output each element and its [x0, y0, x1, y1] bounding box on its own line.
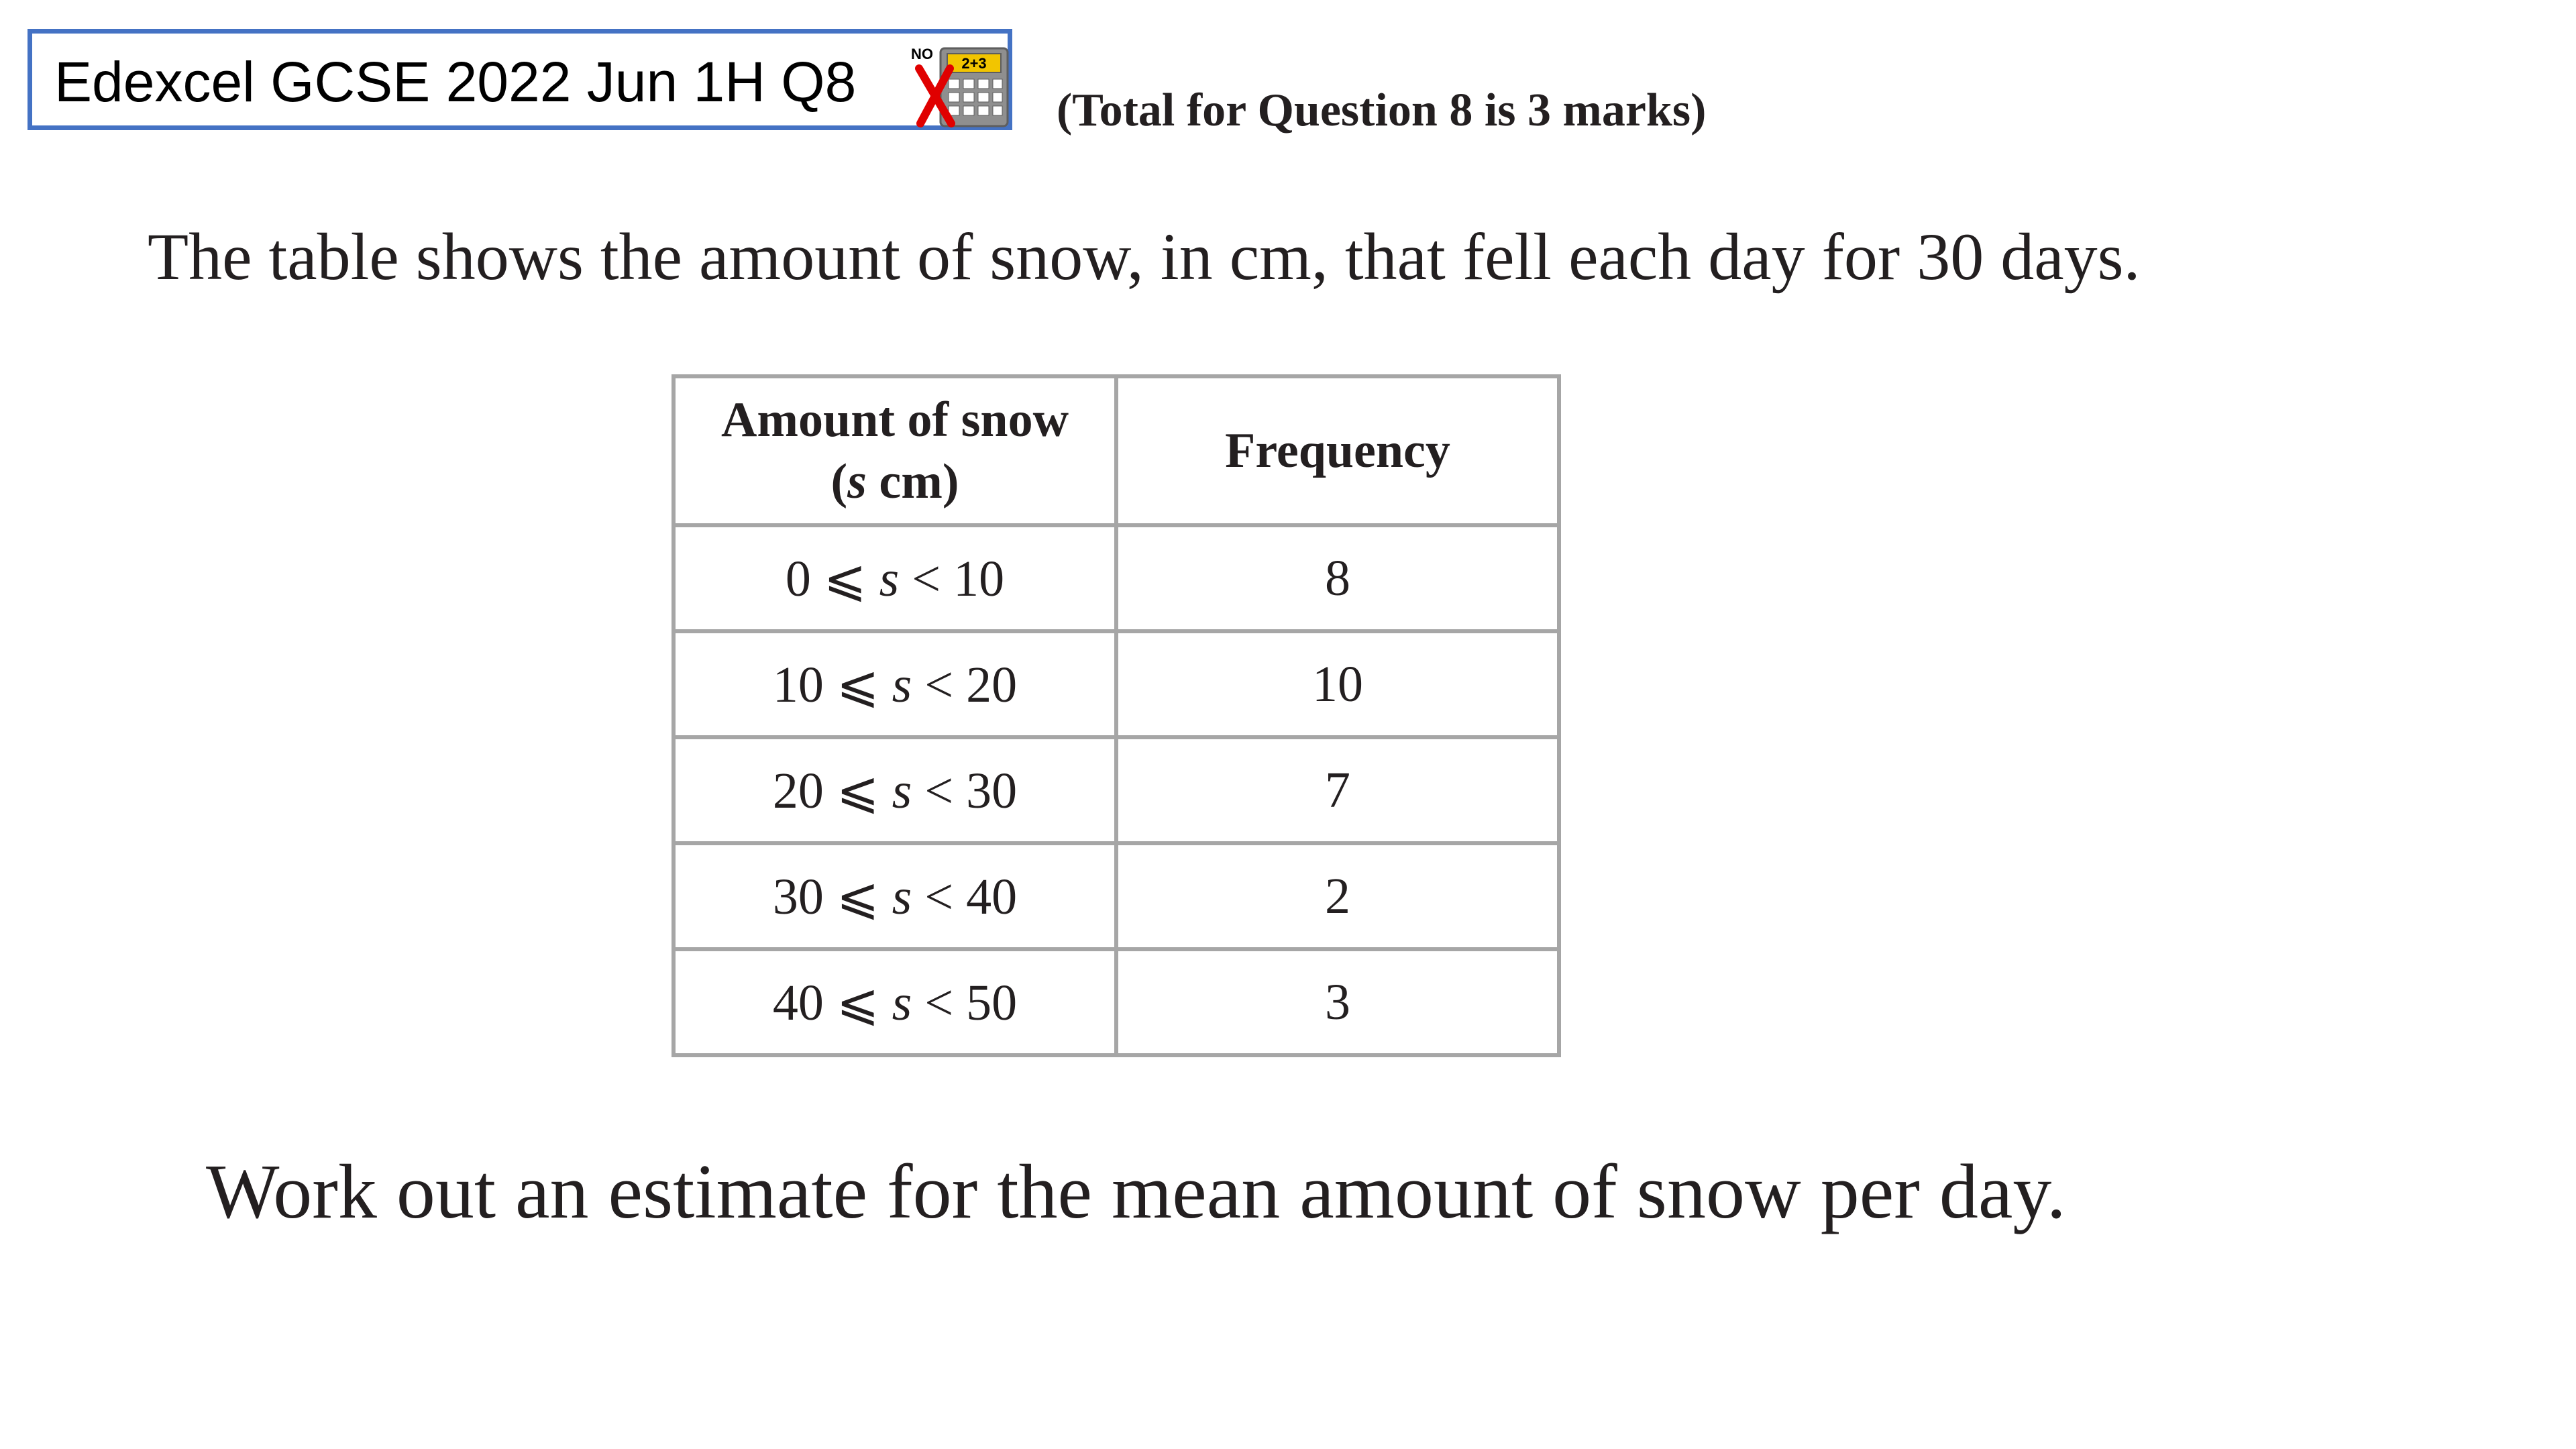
question-intro: The table shows the amount of snow, in cm, that fell each day for 30 days. — [148, 219, 2141, 294]
interval-cell: 0 ⩽ s < 10 — [674, 525, 1116, 631]
frequency-cell: 10 — [1116, 631, 1559, 737]
question-title: Edexcel GCSE 2022 Jun 1H Q8 — [54, 50, 857, 113]
table-row — [674, 949, 1559, 1055]
frequency-cell: 8 — [1116, 525, 1559, 631]
amount-header-var: s — [847, 454, 867, 509]
frequency-table — [672, 374, 1561, 1057]
amount-of-snow-header — [674, 376, 1116, 525]
table-row — [674, 631, 1559, 737]
amount-header-close: cm) — [866, 454, 959, 509]
table-header-row — [674, 376, 1559, 525]
total-marks: (Total for Question 8 is 3 marks) — [1057, 85, 1707, 136]
frequency-cell: 7 — [1116, 737, 1559, 843]
calculator-display-text: 2+3 — [961, 55, 987, 72]
interval-cell: 10 ⩽ s < 20 — [674, 631, 1116, 737]
question-title-box — [28, 29, 1012, 130]
table-row — [674, 525, 1559, 631]
interval-cell: 20 ⩽ s < 30 — [674, 737, 1116, 843]
table-row — [674, 737, 1559, 843]
amount-header-open: ( — [830, 454, 848, 509]
frequency-cell: 2 — [1116, 843, 1559, 949]
interval-cell: 40 ⩽ s < 50 — [674, 949, 1116, 1055]
question-prompt: Work out an estimate for the mean amount of snow per day. — [206, 1149, 2066, 1235]
frequency-header: Frequency — [1116, 376, 1559, 525]
table-row — [674, 843, 1559, 949]
frequency-cell: 3 — [1116, 949, 1559, 1055]
interval-cell: 30 ⩽ s < 40 — [674, 843, 1116, 949]
no-label: NO — [911, 46, 933, 62]
no-calculator-icon — [910, 42, 1012, 129]
amount-header-line1: Amount of snow — [720, 392, 1069, 447]
